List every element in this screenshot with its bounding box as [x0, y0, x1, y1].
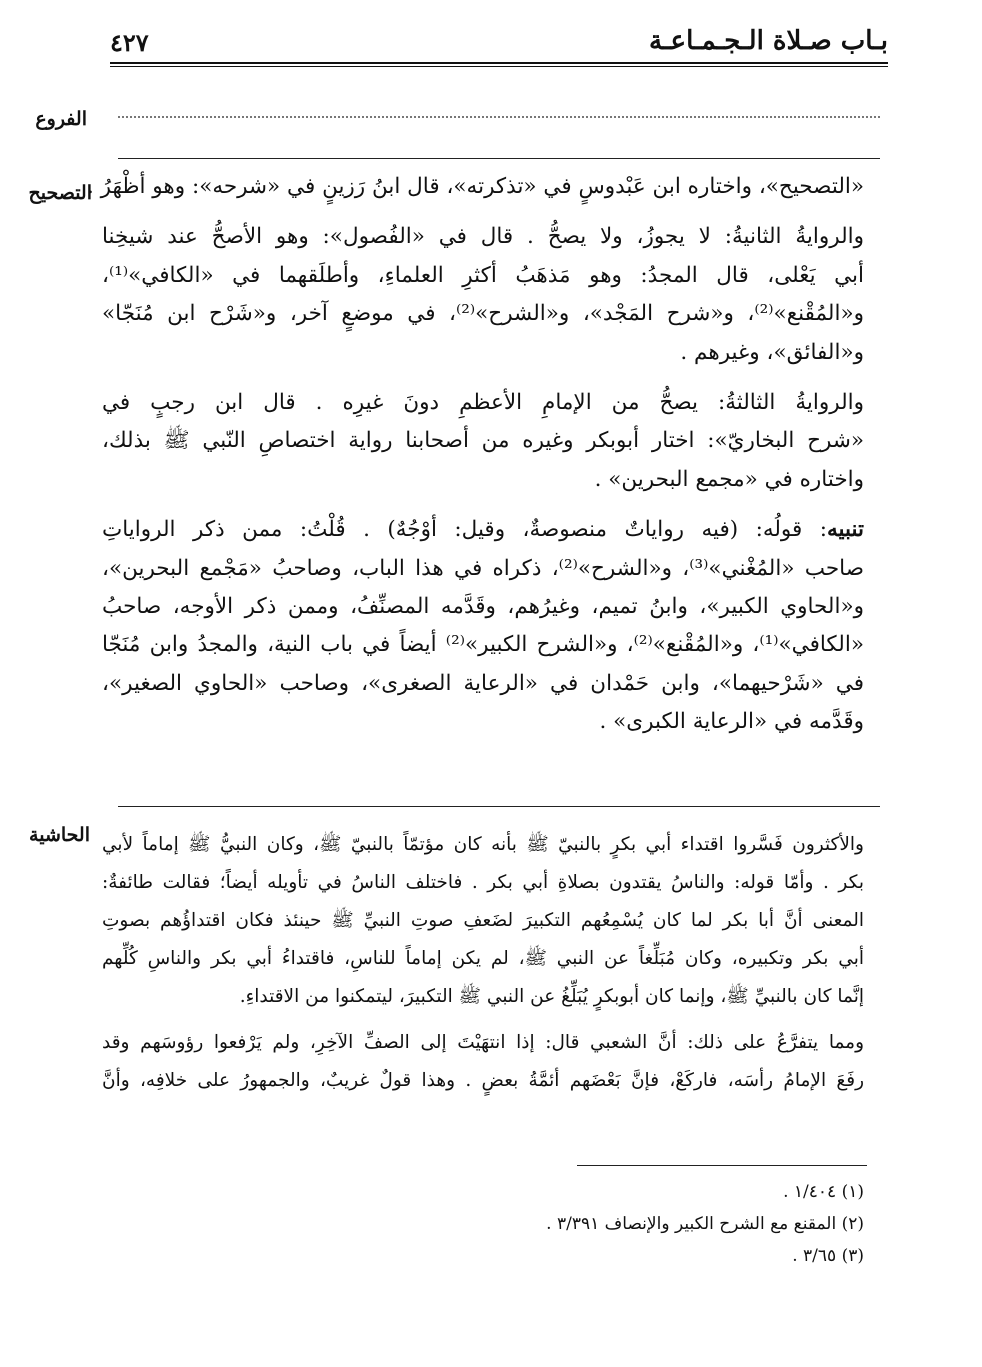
paragraph [102, 218, 864, 372]
text-line: أبي بكر وتكبيره، وكان مُبَلِّغاً عن النبي ﷺ، لم يكن إماماً للناسِ، فاقتداءُ أبي بكر والناسِ كُلِّهم [102, 948, 864, 969]
text-line: «التصحيح»، واختاره ابن عَبْدوسٍ في «تذكرته»، قال ابنُ رَزينٍ في «شرحه»: وهو أظْهَرُ . [86, 174, 864, 199]
text-line: والروايةُ الثالثةُ: يصحُّ من الإمامِ الأعظمِ دونَ غيرِه . قال ابن رجبٍ في [102, 390, 864, 416]
footnote: (١) ١/٤٠٤ . [783, 1182, 864, 1202]
text-line: أبي يَعْلى، قال المجدُ: وهو مَذهَبُ أكثرِ العلماءِ، وأطلَقهما في «الكافي»⁽¹⁾، [102, 262, 864, 288]
text-line: «شرح البخاريّ»: اختار أبوبكر وغيره من أصحابنا رواية اختصاصِ النّبي ﷺ بذلك، [102, 428, 864, 454]
page-number: ٤٢٧ [110, 28, 149, 57]
text-line: المعنى أنَّ أبا بكر لما كان يُسْمِعُهم التكبيرَ لضَعفِ صوتِ النبيِّ ﷺ حينئذ فكان اقتداؤُهم بصوتِ [102, 910, 864, 931]
paragraph [102, 826, 864, 1016]
text-line: إنَّما كان بالنبيِّ ﷺ، وإنما كان أبوبكرٍ يُبَلِّغُ عن النبي ﷺ التكبيرَ، ليتمكنوا من الاقتداءِ. [239, 986, 864, 1007]
text-line: «الكافي»⁽¹⁾، و«المُقْنع»⁽²⁾، و«الشرح الكبير»⁽²⁾ أيضاً في باب النية، والمجدُ وابن مُنَجّا [102, 632, 864, 658]
footnotes [102, 1176, 864, 1272]
text-line: صاحب «المُغْني»⁽³⁾، و«الشرح»⁽²⁾، ذكراه في هذا الباب، وصاحبُ «مَجْمع البحرين»، [102, 555, 864, 581]
section-divider [118, 158, 880, 159]
header-rule [110, 62, 888, 64]
text-line: و«الحاوي الكبير»، وابنُ تميم، وغيرُهم، وقَدَّمه المصنِّفُ، وممن ذكر الأوجه، صاحبُ [102, 594, 864, 620]
chapter-title: بـاب صـلاة الـجـمـاعـة [649, 26, 888, 56]
text-line: رفَعَ الإمامُ رأسَه، فاركَعْ، فإنَّ بَعْضَهم أئمَّةُ بعضٍ . وهذا قولٌ غريبٌ، والجمهورُ على خلافِه، وأنَّ [102, 1070, 864, 1091]
tashih-text [86, 168, 864, 754]
text-segment: : قولُه: (فيه رواياتٌ منصوصةٌ، وقيل: أوْجُهٌ) . قُلْتُ: ممن ذكر الرواياتِ [102, 517, 828, 543]
section-label-tashih: التصحيح [28, 182, 92, 204]
dotted-placeholder-line [118, 116, 880, 120]
paragraph [102, 511, 864, 741]
paragraph [102, 1024, 864, 1100]
page-header [110, 26, 888, 66]
text-line [102, 511, 864, 549]
text-line: و«الفائق»، وغيرهم . [680, 339, 864, 365]
footnote: (٢) المقنع مع الشرح الكبير والإنصاف ٣/٣٩١ . [546, 1214, 864, 1234]
section-label-furu: الفروع [35, 108, 87, 130]
notice-label: تنبيه [827, 517, 864, 543]
text-line: بكر . وأمّا قوله: والناسُ يقتدون بصلاةِ أبي بكر . فاختلف الناسُ في تأويله أيضاً؛ فقالت طائفةٌ: [102, 872, 864, 893]
text-line: والأكثرون فَسَّروا اقتداء أبي بكرٍ بالنبيّ ﷺ بأنه كان مؤتمّاً بالنبيّ ﷺ، وكان النبيُّ ﷺ إماماً لأبي [102, 834, 864, 855]
hashiya-text [102, 826, 864, 1108]
footnote: (٣) ٣/٦٥ . [792, 1246, 864, 1266]
text-line: واختاره في «مجمع البحرين» . [594, 466, 864, 492]
section-label-hashiya: الحاشية [29, 824, 90, 846]
text-line: ومما يتفرَّعُ على ذلك: أنَّ الشعبي قال: إذا انتهَيْتَ إلى الصفِّ الآخِرِ، ولم يَرْفعوا رؤوسَهم وقد [102, 1032, 864, 1053]
paragraph [102, 384, 864, 499]
text-line: في «شَرْحيهما»، وابن حَمْدان في «الرعاية الصغرى»، وصاحب «الحاوي الصغير»، [102, 670, 864, 696]
text-line: والروايةُ الثانيةُ: لا يجوزُ، ولا يصحُّ . قال في «الفُصول»: وهو الأصحُّ عند شيخِنا [102, 224, 864, 250]
text-line: وقَدَّمه في «الرعاية الكبرى» . [599, 709, 864, 735]
footnote-rule [577, 1165, 867, 1166]
header-rule-thin [110, 66, 888, 67]
text-line: و«المُقْنع»⁽²⁾، و«شرح المَجْد»، و«الشرح»⁽²⁾، في موضعٍ آخر، و«شَرْح ابن مُنَجّا» [102, 301, 864, 327]
section-divider [118, 806, 880, 807]
paragraph [86, 168, 864, 206]
